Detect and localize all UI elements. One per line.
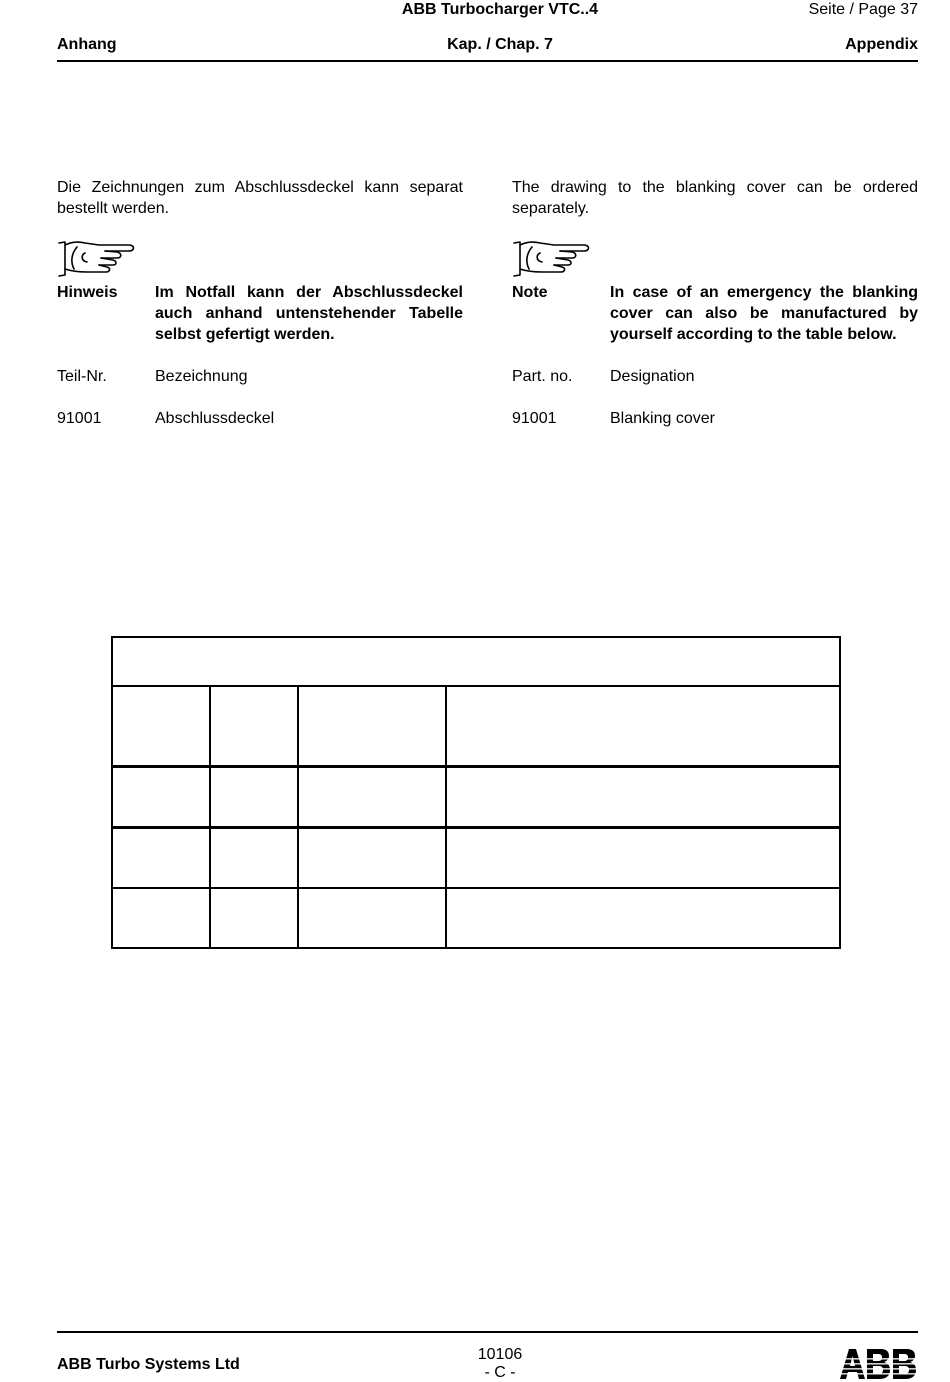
note-text-en: In case of an emergency the blanking cover can also be manufactured by yourself according to the table below. <box>610 284 918 343</box>
part-number-de: 91001 <box>57 410 102 427</box>
parts-header-partno-de: Teil-Nr. <box>57 368 107 385</box>
footer-company: ABB Turbo Systems Ltd <box>57 1356 240 1373</box>
pointing-hand-icon <box>512 239 592 279</box>
table-border-top <box>111 636 841 638</box>
table-column-divider <box>445 685 447 949</box>
pointing-hand-icon <box>57 239 137 279</box>
footer-rule <box>57 1331 918 1333</box>
table-border-left <box>111 636 113 949</box>
table-row-divider <box>111 685 841 687</box>
parts-header-partno-en: Part. no. <box>512 368 573 385</box>
part-designation-en: Blanking cover <box>610 410 715 427</box>
parts-header-designation-en: Designation <box>610 368 695 385</box>
table-row-divider <box>111 765 841 768</box>
chapter-number: Kap. / Chap. 7 <box>447 36 553 53</box>
table-border-bottom <box>111 947 841 949</box>
table-row-divider <box>111 887 841 889</box>
document-title: ABB Turbocharger VTC..4 <box>401 1 599 18</box>
intro-de: Die Zeichnungen zum Abschlussdeckel kann separat bestellt werden. <box>57 179 463 217</box>
note-label-en: Note <box>512 284 548 301</box>
abb-logo <box>840 1349 916 1379</box>
page-number: Seite / Page 37 <box>808 1 918 18</box>
note-text-de: Im Notfall kann der Abschlussdeckel auch anhand untenstehender Tabelle selbst gefertigt werden. <box>155 284 463 343</box>
dimension-table <box>111 636 841 949</box>
intro-en: The drawing to the blanking cover can be ordered separately. <box>512 179 918 217</box>
chapter-title-de: Anhang <box>57 36 117 53</box>
table-column-divider <box>209 685 211 949</box>
table-border-right <box>839 636 841 949</box>
table-column-divider <box>297 685 299 949</box>
header-rule <box>57 60 918 62</box>
note-label-de: Hinweis <box>57 284 118 301</box>
footer-revision: - C - <box>484 1364 516 1381</box>
parts-header-designation-de: Bezeichnung <box>155 368 248 385</box>
table-row-divider <box>111 826 841 829</box>
part-designation-de: Abschlussdeckel <box>155 410 275 427</box>
part-number-en: 91001 <box>512 410 557 427</box>
footer-doc-number: 10106 <box>477 1346 523 1363</box>
chapter-title-en: Appendix <box>845 36 918 53</box>
footer-document-id <box>0 1346 950 1382</box>
